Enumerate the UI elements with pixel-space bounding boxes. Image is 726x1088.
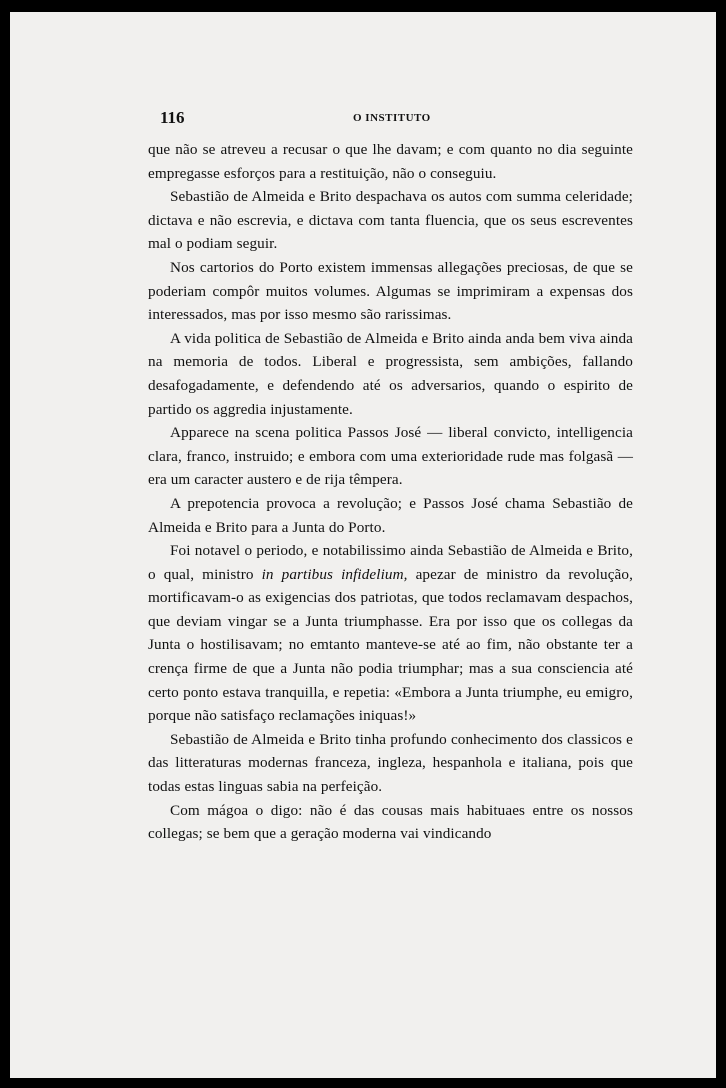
paragraph: Sebastião de Almeida e Brito tinha profundo conhecimento dos classicos e das litteraturas modernas franceza, ingleza, hespanhola e italiana, pois que todas estas linguas sabia na perfeição. [148, 730, 633, 796]
paragraph: Apparece na scena politica Passos José — liberal convicto, intelligencia clara, franco, instruido; e embora com uma exterioridade rude mas folgasã — era um caracter austero e de rija têmpera. [148, 424, 633, 489]
paragraph: Com mágoa o digo: não é das cousas mais habituaes entre os nossos collegas; se bem que a geração moderna vai vindicando [148, 801, 633, 843]
paragraph-text: Foi notavel o periodo, e notabilissimo ainda Sebastião de Almeida e Brito, o qual, ministro [148, 542, 633, 583]
paragraph: que não se atreveu a recusar o que lhe davam; e com quanto no dia seguinte empregasse esforços para a restituição, não o conseguiu. [148, 141, 633, 182]
paragraph: Nos cartorios do Porto existem immensas allegações preciosas, de que se poderiam compôr muitos volumes. Algumas se imprimiram a expensas dos interessados, mas por isso mesmo são rarissimas. [148, 258, 633, 324]
paragraph-text: apezar de ministro da revolução, mortificavam-o as exigencias dos patriotas, que todos reclamavam despachos, que deviam vingar se a Junta triumphasse. Era por isso que os collegas da Junta o hostilisavam; no emtanto manteve-se até ao fim, não obstante ter a crença firme de que a Junta não podia triumphar; mas a sua consciencia até certo ponto estava tranquilla, e repetia: «Embora a Junta triumphe, eu emigro, porque não satisfaço reclamações iniquas!» [148, 565, 633, 725]
page-content [148, 102, 633, 846]
book-page [10, 12, 716, 1078]
latin-phrase: in partibus infidelium, [261, 565, 408, 583]
paragraph: A prepotencia provoca a revolução; e Passos José chama Sebastião de Almeida e Brito para a Junta do Porto. [148, 494, 633, 536]
paragraph: A vida politica de Sebastião de Almeida e Brito ainda anda bem viva ainda na memoria de todos. Liberal e progressista, sem ambições, fallando desafogadamente, e defendendo até os adversarios, quando o espirito de partido os aggredia injustamente. [148, 329, 633, 418]
page-number: 116 [160, 108, 185, 127]
paragraph: Sebastião de Almeida e Brito despachava os autos com summa celeridade; dictava e não escrevia, e dictava com tanta fluencia, que os seus escreventes mal o podiam seguir. [148, 188, 633, 253]
body-text [148, 138, 633, 846]
paragraph [148, 539, 633, 728]
running-title: O INSTITUTO [353, 112, 431, 124]
page-header [148, 102, 633, 132]
